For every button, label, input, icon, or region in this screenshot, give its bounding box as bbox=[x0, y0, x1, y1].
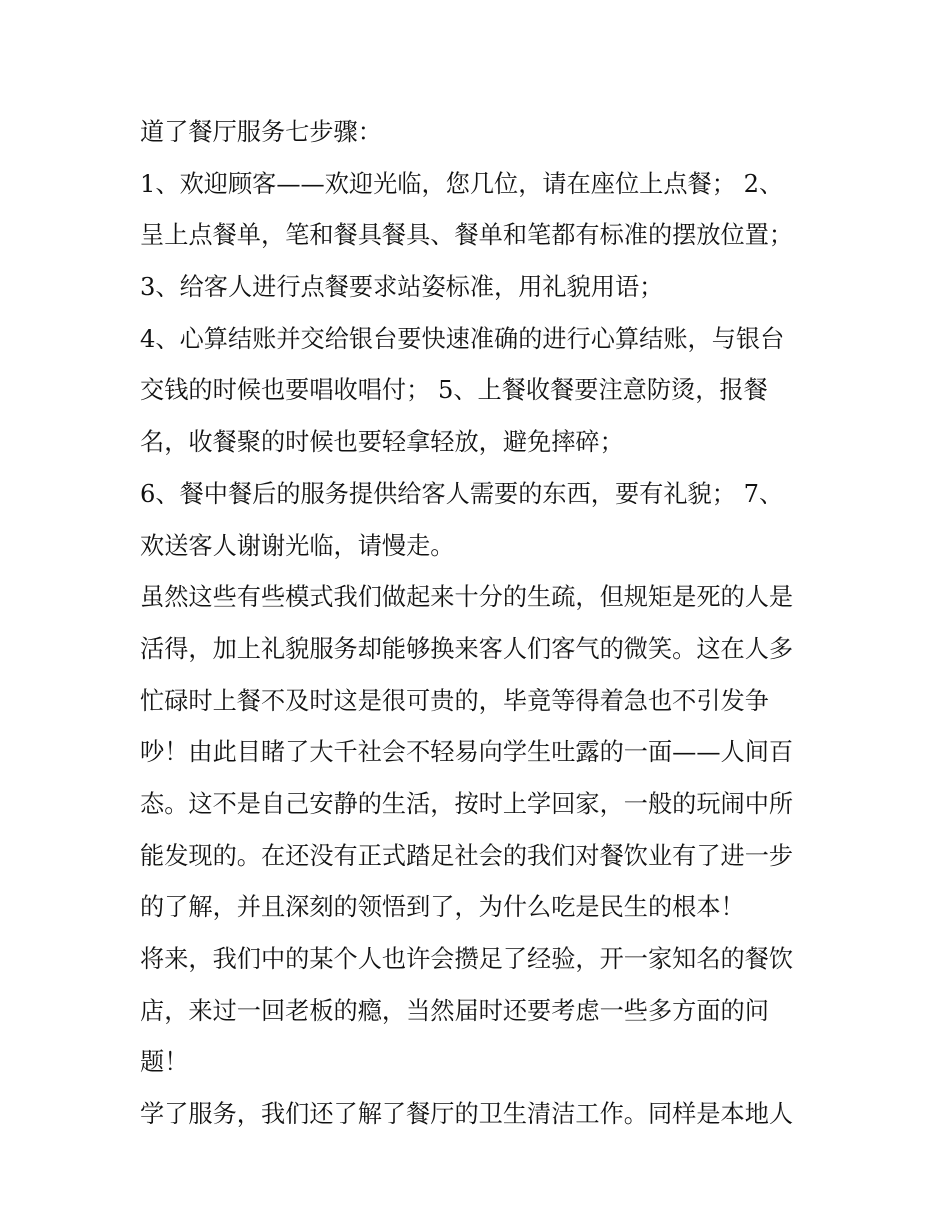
text-line: 吵！由此目睹了大千社会不轻易向学生吐露的一面——人间百 bbox=[140, 738, 794, 767]
text-line: 道了餐厅服务七步骤： bbox=[140, 118, 382, 146]
text-line: 题！ bbox=[140, 1048, 189, 1077]
text-line: 6、餐中餐后的服务提供给客人需要的东西，要有礼貌； 7、 bbox=[140, 479, 784, 508]
text-line: 名，收餐聚的时候也要轻拿轻放，避免摔碎； bbox=[140, 428, 624, 457]
text-line: 1、欢迎顾客——欢迎光临，您几位，请在座位上点餐； 2、 bbox=[140, 169, 784, 198]
text-line: 将来，我们中的某个人也许会攒足了经验，开一家知名的餐饮 bbox=[140, 945, 794, 973]
text-line: 态。这不是自己安静的生活，按时上学回家，一般的玩闹中所 bbox=[140, 789, 794, 818]
text-line: 4、心算结账并交给银台要快速准确的进行心算结账，与银台 bbox=[140, 324, 785, 353]
text-line: 店，来过一回老板的瘾，当然届时还要考虑一些多方面的问 bbox=[140, 996, 769, 1025]
text-line: 呈上点餐单，笔和餐具餐具、餐单和笔都有标准的摆放位置； bbox=[140, 221, 794, 250]
text-line: 学了服务，我们还了解了餐厅的卫生清洁工作。同样是本地人 bbox=[140, 1100, 794, 1129]
text-line: 交钱的时候也要唱收唱付； 5、上餐收餐要注意防烫，报餐 bbox=[140, 376, 768, 405]
text-line: 欢送客人谢谢光临，请慢走。 bbox=[140, 531, 455, 560]
text-line: 忙碌时上餐不及时这是很可贵的，毕竟等得着急也不引发争 bbox=[140, 686, 769, 715]
text-line: 能发现的。在还没有正式踏足社会的我们对餐饮业有了进一步 bbox=[140, 841, 794, 870]
text-line: 虽然这些有些模式我们做起来十分的生疏，但规矩是死的人是 bbox=[140, 583, 794, 612]
text-line: 3、给客人进行点餐要求站姿标准，用礼貌用语； bbox=[140, 273, 664, 302]
text-line: 活得，加上礼貌服务却能够换来客人们客气的微笑。这在人多 bbox=[140, 634, 794, 663]
body-text bbox=[140, 107, 820, 1141]
text-line: 的了解，并且深刻的领悟到了，为什么吃是民生的根本！ bbox=[140, 893, 745, 922]
